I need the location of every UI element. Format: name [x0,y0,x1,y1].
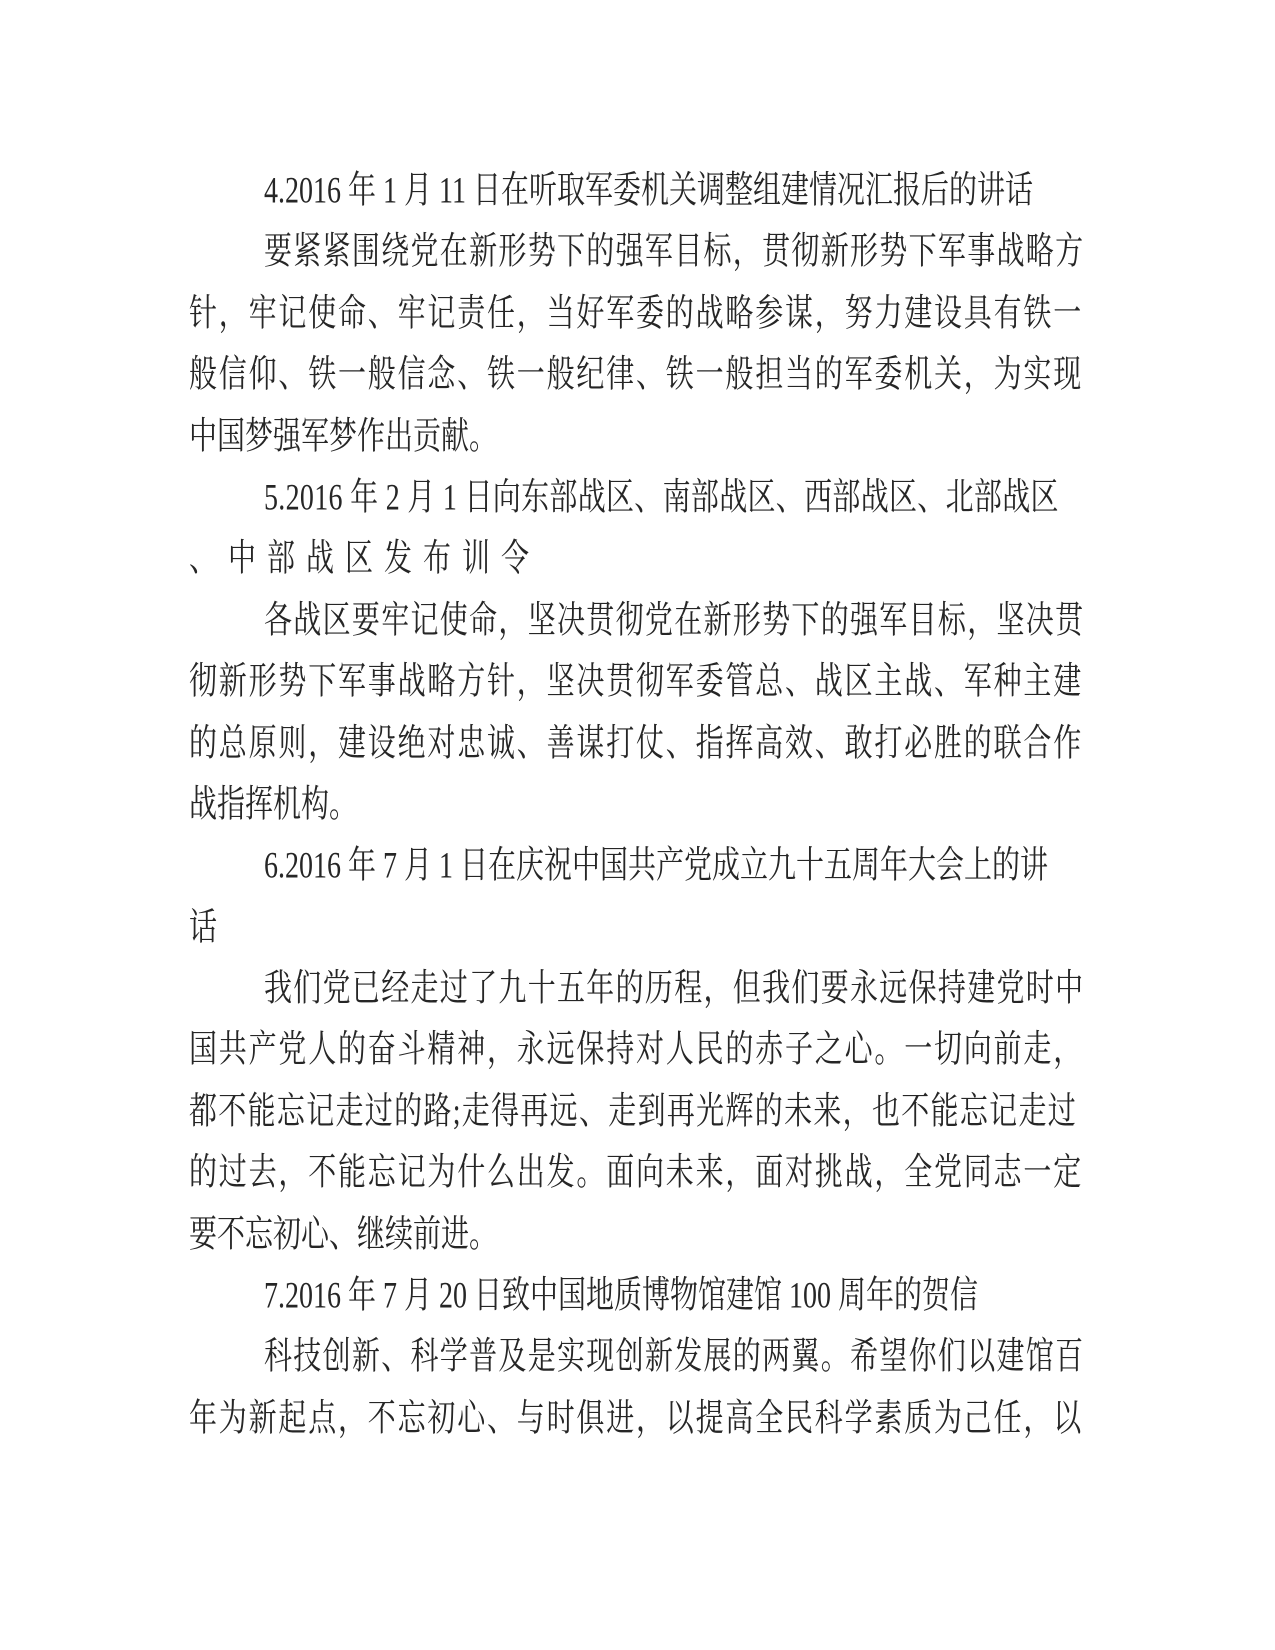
text-line-2: 要紧紧围绕党在新形势下的强军目标，贯彻新形势下军事战略方 [264,232,1085,274]
text-line-16: 都不能忘记走过的路;走得再远、走到再光辉的未来，也不能忘记走过 [189,1091,1078,1133]
text-line-4: 般信仰、铁一般信念、铁一般纪律、铁一般担当的军委机关，为实现 [189,354,1084,397]
text-line-8: 各战区要牢记使命，坚决贯彻党在新形势下的强军目标，坚决贯 [264,600,1085,642]
text-line-3: 针，牢记使命、牢记责任，当好军委的战略参谋，努力建设具有铁一 [189,293,1084,335]
text-line-11: 战指挥机构。 [189,784,358,826]
text-line-12: 6.2016 年 7 月 1 日在庆祝中国共产党成立九十五周年大会上的讲 [264,846,1049,888]
text-line-6: 5.2016 年 2 月 1 日向东部战区、南部战区、西部战区、北部战区 [264,477,1059,520]
text-line-18: 要不忘初心、继续前进。 [189,1214,498,1256]
text-line-13: 话 [189,907,218,949]
text-line-21: 年为新起点，不忘初心、与时俱进，以提高全民科学素质为己任，以 [189,1398,1084,1440]
text-line-15: 国共产党人的奋斗精神，永远保持对人民的赤子之心。一切向前走， [189,1030,1084,1072]
document-text-block [189,161,1084,1450]
text-line-19: 7.2016 年 7 月 20 日致中国地质博物馆建馆 100 周年的贺信 [264,1275,979,1318]
text-line-10: 的总原则，建设绝对忠诚、善谋打仗、指挥高效、敢打必胜的联合作 [189,723,1084,765]
text-line-17: 的过去，不能忘记为什么出发。面向未来，面对挑战，全党同志一定 [189,1153,1084,1195]
text-line-7: 、中部战区发布训令 [189,539,541,581]
text-line-5: 中国梦强军梦作出贡献。 [189,416,498,458]
text-line-1: 4.2016 年 1 月 11 日在听取军委机关调整组建情况汇报后的讲话 [264,170,1033,213]
text-line-20: 科技创新、科学普及是实现创新发展的两翼。希望你们以建馆百 [264,1337,1085,1379]
text-line-9: 彻新形势下军事战略方针，坚决贯彻军委管总、战区主战、军种主建 [189,661,1084,704]
text-line-14: 我们党已经走过了九十五年的历程，但我们要永远保持建党时中 [264,968,1085,1011]
